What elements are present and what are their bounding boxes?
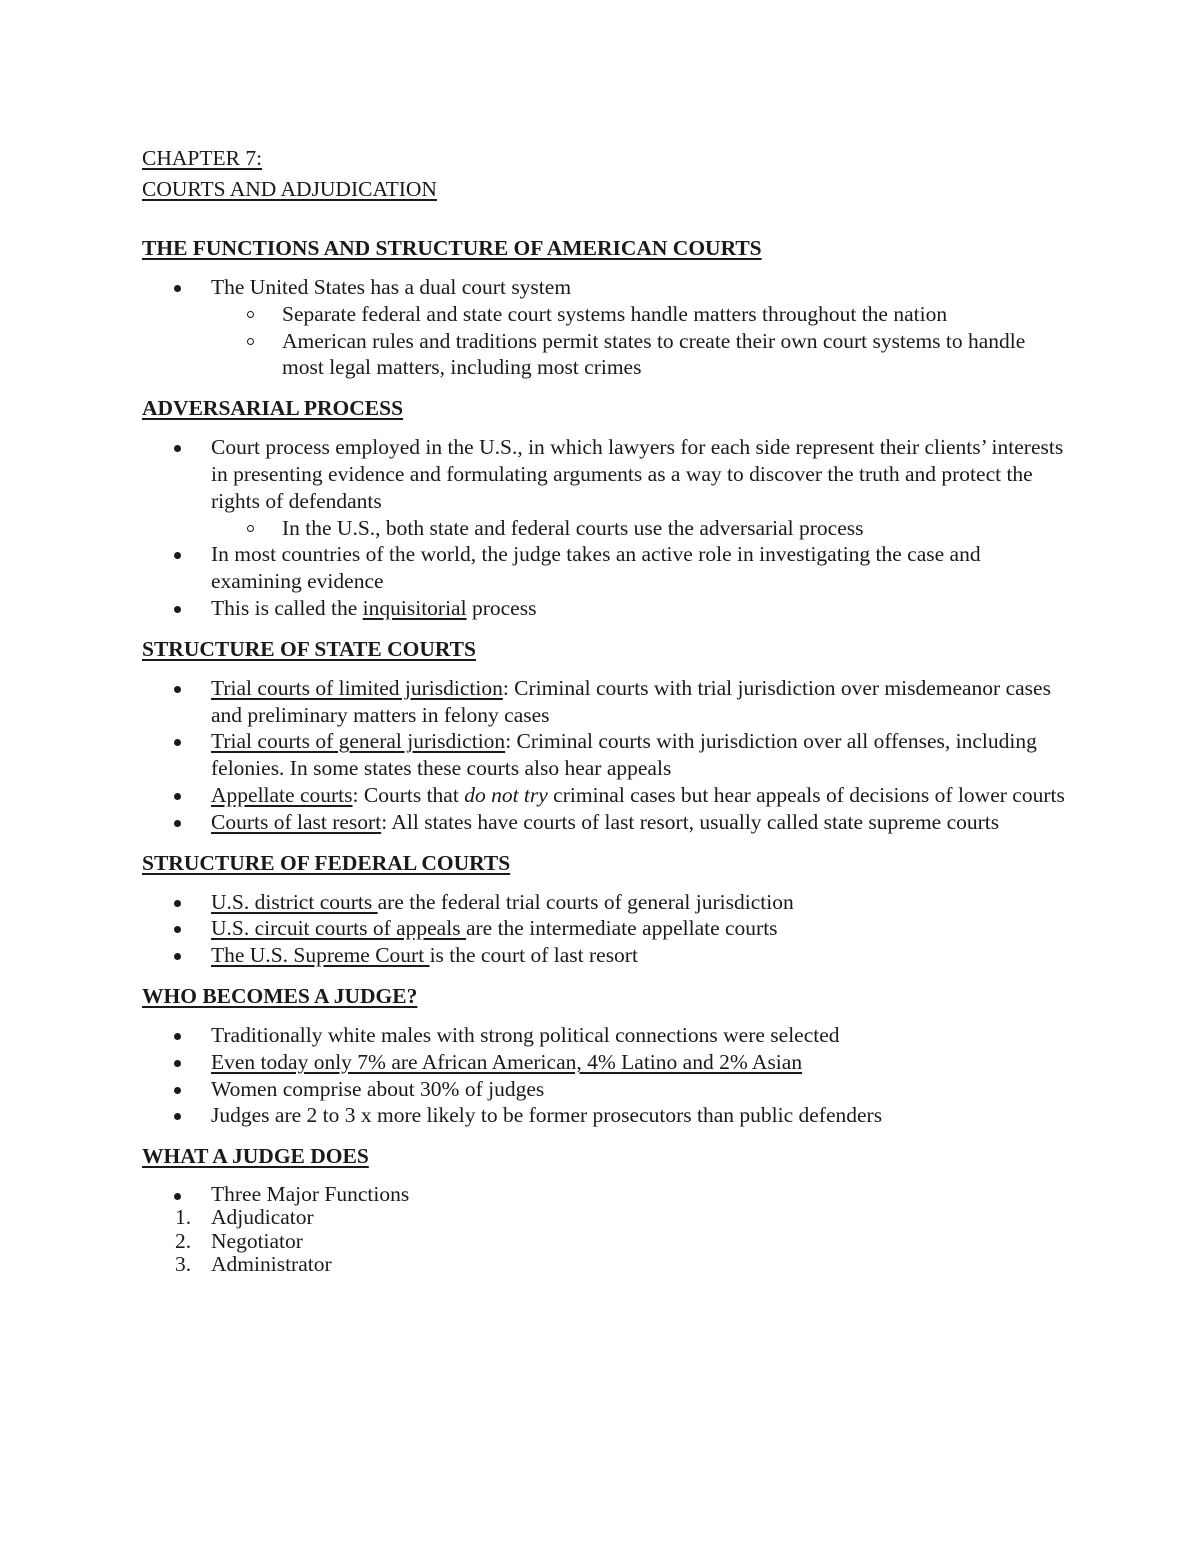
- section-heading-functions: THE FUNCTIONS AND STRUCTURE OF AMERICAN COURTS: [142, 236, 762, 260]
- item-number: 3.: [175, 1252, 192, 1277]
- functions-list: [142, 274, 1072, 381]
- bullet-icon: [174, 1193, 181, 1200]
- numbered-item: 3. Administrator: [175, 1252, 332, 1277]
- list-item: Traditionally white males with strong political connections were selected: [142, 1022, 1072, 1049]
- emphasis: do not try: [464, 782, 548, 807]
- list-item: Courts of last resort: All states have courts of last resort, usually called state supreme courts: [142, 809, 1072, 836]
- numbered-item: 2. Negotiator: [175, 1228, 303, 1253]
- list-item: Even today only 7% are African American, 4% Latino and 2% Asian: [142, 1049, 1072, 1076]
- term: Trial courts of general jurisdiction: [211, 729, 506, 754]
- hollow-bullet-icon: [247, 311, 254, 318]
- hollow-bullet-icon: [247, 525, 254, 532]
- chapter-number: CHAPTER 7:: [142, 146, 263, 170]
- item-number: 2.: [175, 1228, 192, 1253]
- term: Appellate courts: [211, 782, 353, 807]
- federal-courts-list: [142, 889, 1072, 969]
- list-item: Trial courts of general jurisdiction: Criminal courts with jurisdiction over all offenses, including felonies. In some states these courts also hear appeals: [142, 728, 1072, 782]
- list-item: Judges are 2 to 3 x more likely to be former prosecutors than public defenders: [142, 1102, 1072, 1129]
- what-list: [142, 1182, 1072, 1277]
- list-item: Appellate courts: Courts that do not try criminal cases but hear appeals of decisions of lower courts: [142, 782, 1072, 809]
- list-item: Trial courts of limited jurisdiction: Criminal courts with trial jurisdiction over misdemeanor cases and preliminary matters in felony cases: [142, 675, 1072, 729]
- list-subitem: American rules and traditions permit states to create their own court systems to handle most legal matters, including most crimes: [142, 328, 1072, 382]
- bullet-icon: [174, 739, 181, 746]
- term: U.S. district courts: [211, 889, 378, 914]
- bullet-icon: [174, 445, 181, 452]
- section-heading-what-judge-does: WHAT A JUDGE DOES: [142, 1144, 369, 1169]
- term: The U.S. Supreme Court: [211, 943, 430, 968]
- list-item: Court process employed in the U.S., in which lawyers for each side represent their clients’ interests in presenting evidence and formulating arguments as a way to discover the truth and protect the rights of defendants: [142, 434, 1072, 514]
- list-item: The United States has a dual court system: [142, 274, 1072, 301]
- who-list: [142, 1022, 1072, 1129]
- list-item: In most countries of the world, the judge takes an active role in investigating the case and examining evidence: [142, 541, 1072, 595]
- list-item: Three Major Functions: [142, 1182, 1072, 1206]
- bullet-icon: [174, 926, 181, 933]
- term: Courts of last resort: [211, 809, 382, 834]
- numbered-item: 1. Adjudicator: [175, 1205, 314, 1230]
- chapter-title: COURTS AND ADJUDICATION: [142, 177, 437, 201]
- section-heading-state-courts: STRUCTURE OF STATE COURTS: [142, 636, 476, 661]
- bullet-icon: [174, 1087, 181, 1094]
- section-heading-federal-courts: STRUCTURE OF FEDERAL COURTS: [142, 850, 511, 875]
- bullet-icon: [174, 606, 181, 613]
- list-subitem: Separate federal and state court systems handle matters throughout the nation: [142, 301, 1072, 328]
- adversarial-list: [142, 434, 1072, 622]
- state-courts-list: [142, 675, 1072, 836]
- section-heading-who-becomes-judge: WHO BECOMES A JUDGE?: [142, 983, 418, 1008]
- section-heading-adversarial: ADVERSARIAL PROCESS: [142, 396, 404, 421]
- bullet-icon: [174, 1060, 181, 1067]
- term: U.S. circuit courts of appeals: [211, 916, 466, 941]
- bullet-icon: [174, 1113, 181, 1120]
- bullet-icon: [174, 1033, 181, 1040]
- bullet-icon: [174, 285, 181, 292]
- list-item: U.S. district courts are the federal trial courts of general jurisdiction: [142, 889, 1072, 916]
- term-inquisitorial: inquisitorial: [362, 595, 467, 620]
- list-item: Women comprise about 30% of judges: [142, 1076, 1072, 1103]
- hollow-bullet-icon: [247, 338, 254, 345]
- list-subitem: In the U.S., both state and federal courts use the adversarial process: [142, 515, 1072, 542]
- bullet-icon: [174, 953, 181, 960]
- list-item: This is called the inquisitorial process: [142, 595, 1072, 622]
- bullet-icon: [174, 900, 181, 907]
- bullet-icon: [174, 552, 181, 559]
- list-item: U.S. circuit courts of appeals are the intermediate appellate courts: [142, 915, 1072, 942]
- term: Trial courts of limited jurisdiction: [211, 675, 503, 700]
- document-page: [142, 143, 1072, 1277]
- item-number: 1.: [175, 1205, 192, 1230]
- list-item: The U.S. Supreme Court is the court of last resort: [142, 942, 1072, 969]
- bullet-icon: [174, 793, 181, 800]
- bullet-icon: [174, 686, 181, 693]
- bullet-icon: [174, 820, 181, 827]
